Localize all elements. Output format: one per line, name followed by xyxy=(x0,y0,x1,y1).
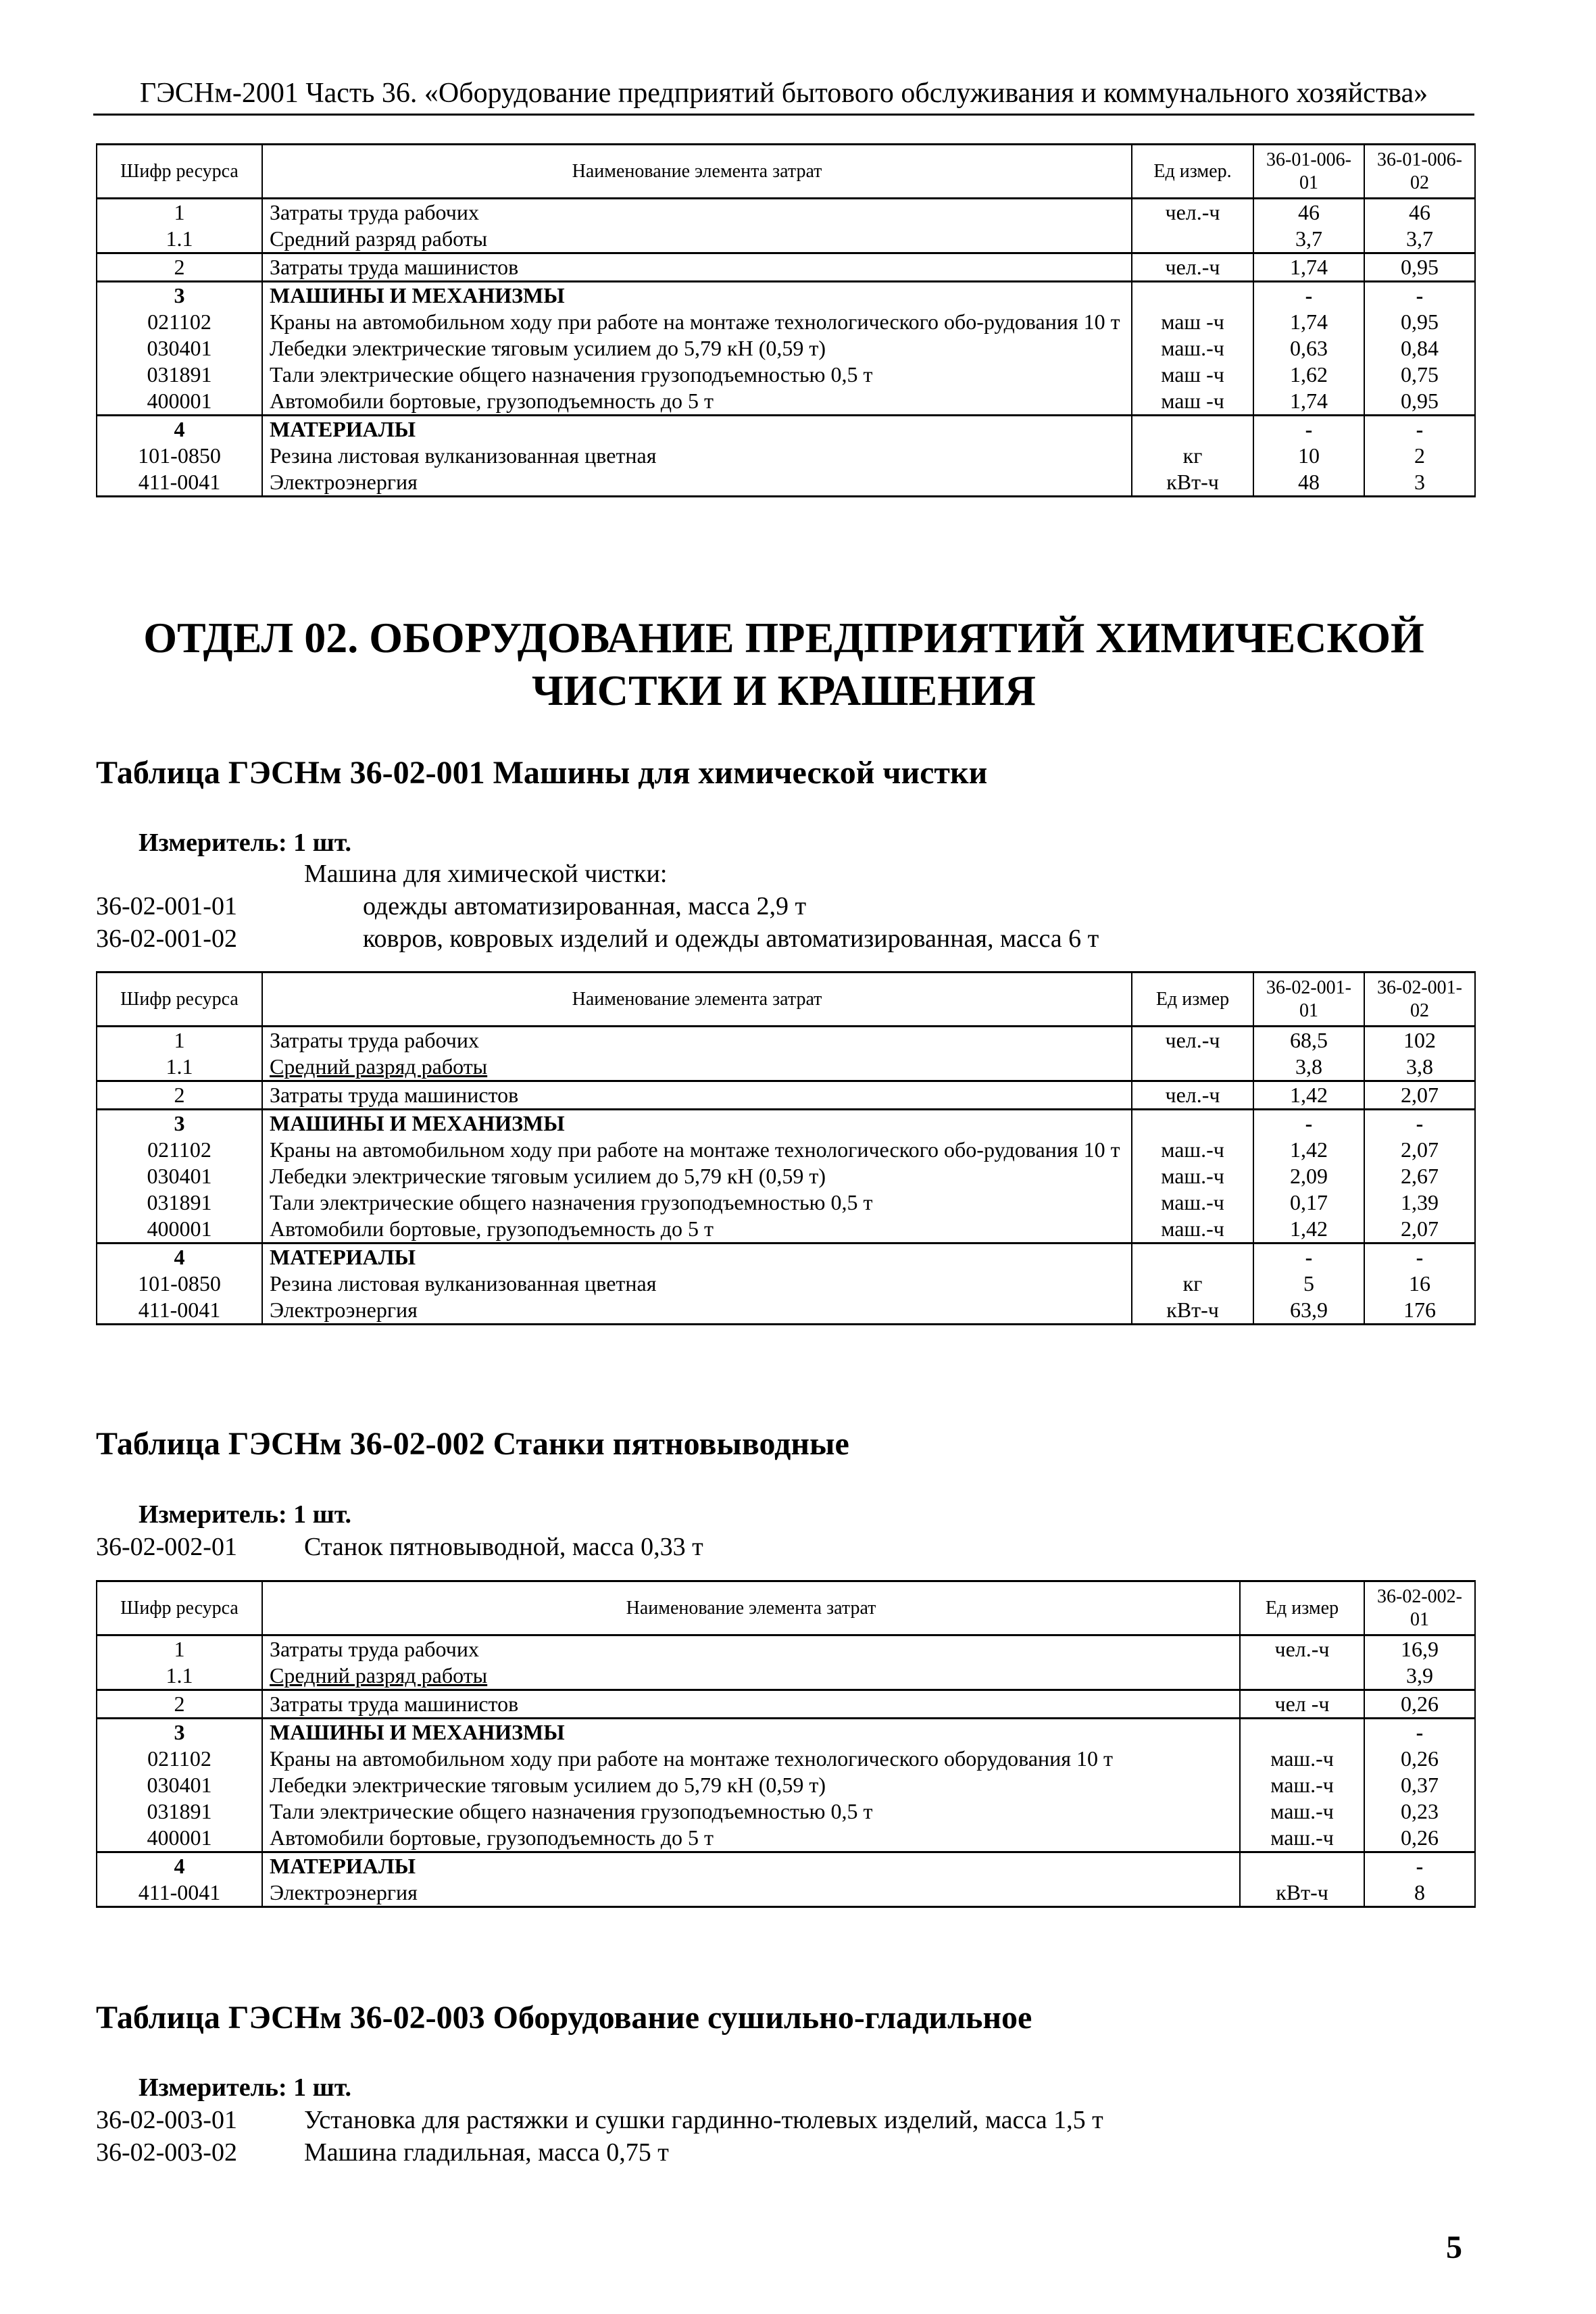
unit: кВт-ч xyxy=(1240,1879,1364,1907)
resource-code: 400001 xyxy=(97,1825,262,1852)
resource-code: 1 xyxy=(97,199,262,226)
cost-element-name: МАТЕРИАЛЫ xyxy=(262,1852,1240,1880)
column-header: 36-01-006-02 xyxy=(1364,145,1475,199)
resource-code: 1.1 xyxy=(97,226,262,253)
section-title: ОТДЕЛ 02. ОБОРУДОВАНИЕ ПРЕДПРИЯТИЙ ХИМИЧЕСКОЙ ЧИСТКИ И КРАШЕНИЯ xyxy=(143,614,1424,714)
unit: кВт-ч xyxy=(1132,1297,1253,1325)
cost-element-name: МАШИНЫ И МЕХАНИЗМЫ xyxy=(262,282,1132,310)
unit: чел.-ч xyxy=(1240,1635,1364,1663)
norm-item xyxy=(96,2137,669,2168)
unit: кВт-ч xyxy=(1132,469,1253,497)
cost-element-name: Затраты труда рабочих xyxy=(262,1635,1240,1663)
table-title: Таблица ГЭСНм 36-02-003 Оборудование сушильно-гладильное xyxy=(96,2000,1032,2036)
resource-code: 3 xyxy=(97,1719,262,1746)
resource-code: 411-0041 xyxy=(97,1297,262,1325)
cost-element-name: Затраты труда рабочих xyxy=(262,1027,1132,1054)
value: 0,26 xyxy=(1364,1825,1475,1852)
cost-element-name: Затраты труда машинистов xyxy=(262,1081,1132,1110)
value: 102 xyxy=(1364,1027,1475,1054)
value: - xyxy=(1364,1244,1475,1271)
norm-description: ковров, ковровых изделий и одежды автоматизированная, масса 6 т xyxy=(363,925,1099,953)
table-row xyxy=(97,253,1475,282)
cost-element-name: Средний разряд работы xyxy=(262,226,1132,253)
value: 0,26 xyxy=(1364,1690,1475,1719)
column-header: 36-02-001-02 xyxy=(1364,973,1475,1027)
value: 1,74 xyxy=(1253,388,1364,416)
norm-code: 36-02-003-02 xyxy=(96,2138,237,2167)
value: - xyxy=(1364,282,1475,310)
table-row xyxy=(97,1635,1475,1663)
value: - xyxy=(1364,416,1475,443)
value: 2,09 xyxy=(1253,1163,1364,1189)
unit: маш.-ч xyxy=(1132,335,1253,362)
resource-code: 031891 xyxy=(97,362,262,388)
value: - xyxy=(1253,282,1364,310)
cost-element-name: Краны на автомобильном ходу при работе на монтаже технологического обо-рудования 10 т xyxy=(262,1137,1132,1163)
table-row xyxy=(97,1110,1475,1137)
column-header: Шифр ресурса xyxy=(97,1581,262,1635)
cost-element-name: Автомобили бортовые, грузоподъемность до 5 т xyxy=(262,1216,1132,1244)
cost-table-36-02-001 xyxy=(96,971,1476,1325)
norm-item xyxy=(96,923,1099,954)
unit xyxy=(1132,1244,1253,1271)
table-row xyxy=(97,1719,1475,1746)
resource-code: 021102 xyxy=(97,309,262,335)
table-row xyxy=(97,1027,1475,1054)
cost-element-name: Лебедки электрические тяговым усилием до 5,79 кН (0,59 т) xyxy=(262,335,1132,362)
value: 5 xyxy=(1253,1271,1364,1297)
value: 2,07 xyxy=(1364,1216,1475,1244)
value: 16 xyxy=(1364,1271,1475,1297)
norm-description: Машина гладильная, масса 0,75 т xyxy=(304,2138,669,2167)
measure-unit: Измеритель: 1 шт. xyxy=(139,2073,352,2102)
value: 2,07 xyxy=(1364,1137,1475,1163)
unit: маш -ч xyxy=(1132,309,1253,335)
cost-element-name: Затраты труда машинистов xyxy=(262,1690,1240,1719)
norm-item xyxy=(96,2104,1103,2136)
cost-table-36-01-006 xyxy=(96,143,1476,497)
unit xyxy=(1240,1663,1364,1690)
unit: чел.-ч xyxy=(1132,1027,1253,1054)
resource-code: 2 xyxy=(97,1690,262,1719)
value: 46 xyxy=(1364,199,1475,226)
table-row xyxy=(97,1081,1475,1110)
norm-item xyxy=(96,1531,703,1562)
value: - xyxy=(1364,1852,1475,1880)
unit: маш.-ч xyxy=(1132,1189,1253,1216)
cost-element-name: Средний разряд работы xyxy=(262,1663,1240,1690)
norm-code: 36-02-002-01 xyxy=(96,1533,237,1561)
table-row xyxy=(97,1825,1475,1852)
cost-element-name: МАШИНЫ И МЕХАНИЗМЫ xyxy=(262,1110,1132,1137)
table-row xyxy=(97,226,1475,253)
resource-code: 3 xyxy=(97,282,262,310)
value: - xyxy=(1364,1719,1475,1746)
value: 10 xyxy=(1253,443,1364,469)
resource-code: 4 xyxy=(97,1852,262,1880)
page-number: 5 xyxy=(1446,2230,1462,2265)
table-title: Таблица ГЭСНм 36-02-001 Машины для химической чистки xyxy=(96,755,988,791)
column-header: Шифр ресурса xyxy=(97,973,262,1027)
cost-element-name: Средний разряд работы xyxy=(262,1054,1132,1081)
cost-element-name: Резина листовая вулканизованная цветная xyxy=(262,443,1132,469)
resource-code: 411-0041 xyxy=(97,469,262,497)
resource-code: 030401 xyxy=(97,335,262,362)
unit xyxy=(1132,1054,1253,1081)
measure-unit: Измеритель: 1 шт. xyxy=(139,829,352,857)
value: 0,95 xyxy=(1364,388,1475,416)
table-row xyxy=(97,1216,1475,1244)
column-header: Наименование элемента затрат xyxy=(262,145,1132,199)
norm-item xyxy=(96,891,806,922)
resource-code: 031891 xyxy=(97,1189,262,1216)
value: - xyxy=(1253,1244,1364,1271)
table-row xyxy=(97,199,1475,226)
value: 1,74 xyxy=(1253,309,1364,335)
resource-code: 2 xyxy=(97,1081,262,1110)
unit xyxy=(1240,1719,1364,1746)
value: 0,23 xyxy=(1364,1798,1475,1825)
cost-element-name: МАТЕРИАЛЫ xyxy=(262,416,1132,443)
table-row xyxy=(97,1746,1475,1772)
unit: чел.-ч xyxy=(1132,1081,1253,1110)
resource-code: 4 xyxy=(97,1244,262,1271)
resource-code: 1.1 xyxy=(97,1663,262,1690)
value: - xyxy=(1253,1110,1364,1137)
resource-code: 031891 xyxy=(97,1798,262,1825)
unit xyxy=(1132,282,1253,310)
column-header: 36-02-001-01 xyxy=(1253,973,1364,1027)
table-row xyxy=(97,335,1475,362)
value: 68,5 xyxy=(1253,1027,1364,1054)
value: 3,9 xyxy=(1364,1663,1475,1690)
column-header: Ед измер. xyxy=(1132,145,1253,199)
value: 48 xyxy=(1253,469,1364,497)
cost-element-name: Тали электрические общего назначения грузоподъемностью 0,5 т xyxy=(262,1798,1240,1825)
value: 8 xyxy=(1364,1879,1475,1907)
table-title: Таблица ГЭСНм 36-02-002 Станки пятновыводные xyxy=(96,1426,849,1462)
value: 0,95 xyxy=(1364,253,1475,282)
cost-element-name: Электроэнергия xyxy=(262,469,1132,497)
cost-element-name: Электроэнергия xyxy=(262,1879,1240,1907)
table-row xyxy=(97,1271,1475,1297)
resource-code: 101-0850 xyxy=(97,443,262,469)
table-header-row xyxy=(97,1581,1475,1635)
value: 0,95 xyxy=(1364,309,1475,335)
table-row xyxy=(97,1879,1475,1907)
table-row xyxy=(97,1663,1475,1690)
value: 3,7 xyxy=(1253,226,1364,253)
resource-code: 030401 xyxy=(97,1163,262,1189)
value: - xyxy=(1364,1110,1475,1137)
column-header: Наименование элемента затрат xyxy=(262,973,1132,1027)
value: 0,84 xyxy=(1364,335,1475,362)
cost-table-36-02-002 xyxy=(96,1580,1476,1908)
column-header: 36-01-006-01 xyxy=(1253,145,1364,199)
unit: маш -ч xyxy=(1132,388,1253,416)
table-header-row xyxy=(97,973,1475,1027)
cost-element-name: Краны на автомобильном ходу при работе на монтаже технологического обо-рудования 10 т xyxy=(262,309,1132,335)
value: 0,26 xyxy=(1364,1746,1475,1772)
resource-code: 4 xyxy=(97,416,262,443)
value: 0,17 xyxy=(1253,1189,1364,1216)
table-row xyxy=(97,1137,1475,1163)
table-header-row xyxy=(97,145,1475,199)
resource-code: 3 xyxy=(97,1110,262,1137)
unit: кг xyxy=(1132,1271,1253,1297)
unit: маш.-ч xyxy=(1132,1216,1253,1244)
table-row xyxy=(97,469,1475,497)
norm-description: одежды автоматизированная, масса 2,9 т xyxy=(363,892,807,920)
resource-code: 021102 xyxy=(97,1746,262,1772)
cost-element-name: МАШИНЫ И МЕХАНИЗМЫ xyxy=(262,1719,1240,1746)
column-header: Шифр ресурса xyxy=(97,145,262,199)
column-header: Наименование элемента затрат xyxy=(262,1581,1240,1635)
cost-element-name: Тали электрические общего назначения грузоподъемностью 0,5 т xyxy=(262,1189,1132,1216)
table-row xyxy=(97,282,1475,310)
table-row xyxy=(97,1772,1475,1798)
resource-code: 411-0041 xyxy=(97,1879,262,1907)
norm-code: 36-02-001-01 xyxy=(96,892,237,920)
cost-element-name: Тали электрические общего назначения грузоподъемностью 0,5 т xyxy=(262,362,1132,388)
value: 1,62 xyxy=(1253,362,1364,388)
value: 2,67 xyxy=(1364,1163,1475,1189)
unit: кг xyxy=(1132,443,1253,469)
table-row xyxy=(97,1297,1475,1325)
unit: маш.-ч xyxy=(1132,1163,1253,1189)
value: 3 xyxy=(1364,469,1475,497)
value: 1,74 xyxy=(1253,253,1364,282)
cost-element-name: Автомобили бортовые, грузоподъемность до 5 т xyxy=(262,1825,1240,1852)
unit xyxy=(1132,416,1253,443)
table-row xyxy=(97,388,1475,416)
unit: чел.-ч xyxy=(1132,199,1253,226)
resource-code: 1 xyxy=(97,1635,262,1663)
unit: маш.-ч xyxy=(1132,1137,1253,1163)
unit: маш.-ч xyxy=(1240,1825,1364,1852)
value: 0,75 xyxy=(1364,362,1475,388)
value: 0,37 xyxy=(1364,1772,1475,1798)
table-row xyxy=(97,416,1475,443)
unit: маш.-ч xyxy=(1240,1772,1364,1798)
table-row xyxy=(97,1189,1475,1216)
resource-code: 400001 xyxy=(97,1216,262,1244)
value: - xyxy=(1253,416,1364,443)
unit xyxy=(1132,1110,1253,1137)
value: 0,63 xyxy=(1253,335,1364,362)
norm-description: Установка для растяжки и сушки гардинно-тюлевых изделий, масса 1,5 т xyxy=(304,2106,1103,2134)
cost-element-name: Затраты труда машинистов xyxy=(262,253,1132,282)
unit xyxy=(1132,226,1253,253)
norm-code: 36-02-003-01 xyxy=(96,2106,237,2134)
resource-code: 030401 xyxy=(97,1772,262,1798)
unit xyxy=(1240,1852,1364,1880)
table-row xyxy=(97,309,1475,335)
cost-element-name: Затраты труда рабочих xyxy=(262,199,1132,226)
resource-code: 1.1 xyxy=(97,1054,262,1081)
unit: чел.-ч xyxy=(1132,253,1253,282)
norm-description: Станок пятновыводной, масса 0,33 т xyxy=(304,1533,703,1561)
table-row xyxy=(97,1054,1475,1081)
cost-element-name: Лебедки электрические тяговым усилием до 5,79 кН (0,59 т) xyxy=(262,1772,1240,1798)
column-header: 36-02-002-01 xyxy=(1364,1581,1475,1635)
table-row xyxy=(97,1690,1475,1719)
unit: чел -ч xyxy=(1240,1690,1364,1719)
value: 3,8 xyxy=(1253,1054,1364,1081)
value: 1,42 xyxy=(1253,1216,1364,1244)
table-row xyxy=(97,362,1475,388)
unit: маш.-ч xyxy=(1240,1746,1364,1772)
resource-code: 1 xyxy=(97,1027,262,1054)
value: 3,8 xyxy=(1364,1054,1475,1081)
value: 2 xyxy=(1364,443,1475,469)
norm-code: 36-02-001-02 xyxy=(96,925,237,953)
resource-code: 021102 xyxy=(97,1137,262,1163)
value: 1,42 xyxy=(1253,1081,1364,1110)
value: 63,9 xyxy=(1253,1297,1364,1325)
unit: маш.-ч xyxy=(1240,1798,1364,1825)
value: 1,42 xyxy=(1253,1137,1364,1163)
value: 3,7 xyxy=(1364,226,1475,253)
measure-unit: Измеритель: 1 шт. xyxy=(139,1500,352,1529)
value: 176 xyxy=(1364,1297,1475,1325)
column-header: Ед измер xyxy=(1132,973,1253,1027)
table-row xyxy=(97,1244,1475,1271)
cost-element-name: Лебедки электрические тяговым усилием до 5,79 кН (0,59 т) xyxy=(262,1163,1132,1189)
value: 2,07 xyxy=(1364,1081,1475,1110)
resource-code: 2 xyxy=(97,253,262,282)
value: 1,39 xyxy=(1364,1189,1475,1216)
cost-element-name: Автомобили бортовые, грузоподъемность до 5 т xyxy=(262,388,1132,416)
item-subhead: Машина для химической чистки: xyxy=(304,860,668,888)
table-row xyxy=(97,1798,1475,1825)
page-header: ГЭСНм-2001 Часть 36. «Оборудование предприятий бытового обслуживания и коммунального хозяйства» xyxy=(93,76,1474,116)
cost-element-name: Резина листовая вулканизованная цветная xyxy=(262,1271,1132,1297)
table-row xyxy=(97,1852,1475,1880)
cost-element-name: Краны на автомобильном ходу при работе на монтаже технологического оборудования 10 т xyxy=(262,1746,1240,1772)
column-header: Ед измер xyxy=(1240,1581,1364,1635)
cost-element-name: Электроэнергия xyxy=(262,1297,1132,1325)
table-row xyxy=(97,1163,1475,1189)
unit: маш -ч xyxy=(1132,362,1253,388)
value: 16,9 xyxy=(1364,1635,1475,1663)
table-row xyxy=(97,443,1475,469)
cost-element-name: МАТЕРИАЛЫ xyxy=(262,1244,1132,1271)
resource-code: 101-0850 xyxy=(97,1271,262,1297)
resource-code: 400001 xyxy=(97,388,262,416)
value: 46 xyxy=(1253,199,1364,226)
